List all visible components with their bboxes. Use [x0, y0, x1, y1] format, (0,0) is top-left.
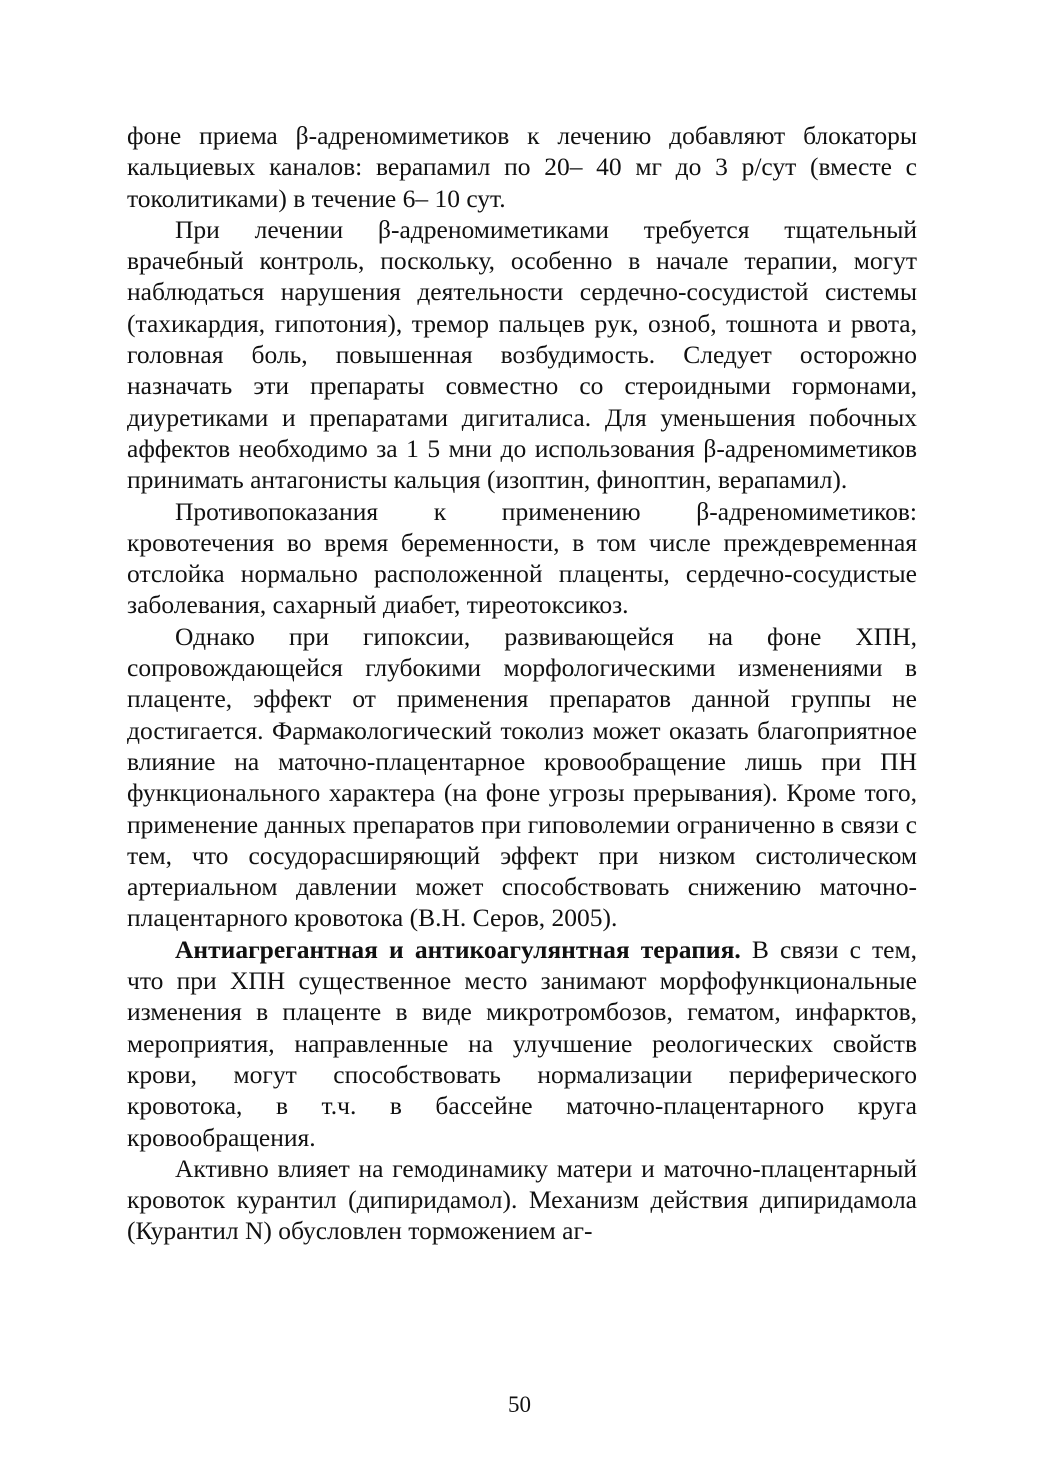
paragraph-text: Однако при гипоксии, развивающейся на фоне ХПН, сопровождающейся глубокими морфологическими изменениями в плаценте, эффект от применения препаратов данной группы не достигается. Фармакологический токолиз может оказать благоприятное влияние на маточно-плацентарное кровообращение лишь при ПН функционального характера (на фоне угрозы прерывания). Кроме того, применение данных препаратов при гиповолемии ограниченно в связи с тем, что сосудорасширяющий эффект при низком систолическом артериальном давлении может способствовать снижению маточно-плацентарного кровотока (В.Н. Серов, 2005).	[127, 621, 917, 933]
paragraph-hypoxia	[127, 621, 917, 934]
paragraph-text: В связи с тем, что при ХПН существенное место занимают морфофункциональные изменения в плаценте в виде микротромбозов, гематом, инфарктов, мероприятия, направленные на улучшение реологических свойств крови, могут способствовать нормализации периферического кровотока, в т.ч. в бассейне маточно-плацентарного круга кровообращения.	[127, 934, 917, 1152]
paragraph-contraindications	[127, 496, 917, 621]
paragraph-continuation	[127, 120, 917, 214]
section-heading: Антиагрегантная и антикоагулянтная терапия.	[175, 934, 741, 964]
paragraph-side-effects	[127, 214, 917, 496]
paragraph-text: Активно влияет на гемодинамику матери и маточно-плацентарный кровоток курантил (дипиридамол). Механизм действия дипиридамола (Курантил N) обусловлен торможением аг-	[127, 1153, 917, 1246]
page-body	[127, 120, 917, 1247]
paragraph-antiaggregant-therapy	[127, 934, 917, 1153]
page-number: 50	[508, 1392, 531, 1417]
paragraph-text: Противопоказания к применению β-адреномиметиков: кровотечения во время беременности, в том числе преждевременная отслойка нормально расположенной плаценты, сердечно-сосудистые заболевания, сахарный диабет, тиреотоксикоз.	[127, 496, 917, 620]
paragraph-text: При лечении β-адреномиметиками требуется тщательный врачебный контроль, поскольку, особенно в начале терапии, могут наблюдаться нарушения деятельности сердечно-сосудистой системы (тахикардия, гипотония), тремор пальцев рук, озноб, тошнота и рвота, головная боль, повышенная возбудимость. Следует осторожно назначать эти препараты совместно со стероидными гормонами, диуретиками и препаратами дигиталиса. Для уменьшения побочных аффектов необходимо за 1 5 мни до использования β-адреномиметиков принимать антагонисты кальция (изоптин, финоптин, верапамил).	[127, 214, 917, 495]
paragraph-curantil	[127, 1153, 917, 1247]
paragraph-text: фоне приема β-адреномиметиков к лечению добавляют блокаторы кальциевых каналов: верапамил по 20– 40 мг до 3 р/сут (вместе с токолитиками) в течение 6– 10 сут.	[127, 121, 917, 213]
